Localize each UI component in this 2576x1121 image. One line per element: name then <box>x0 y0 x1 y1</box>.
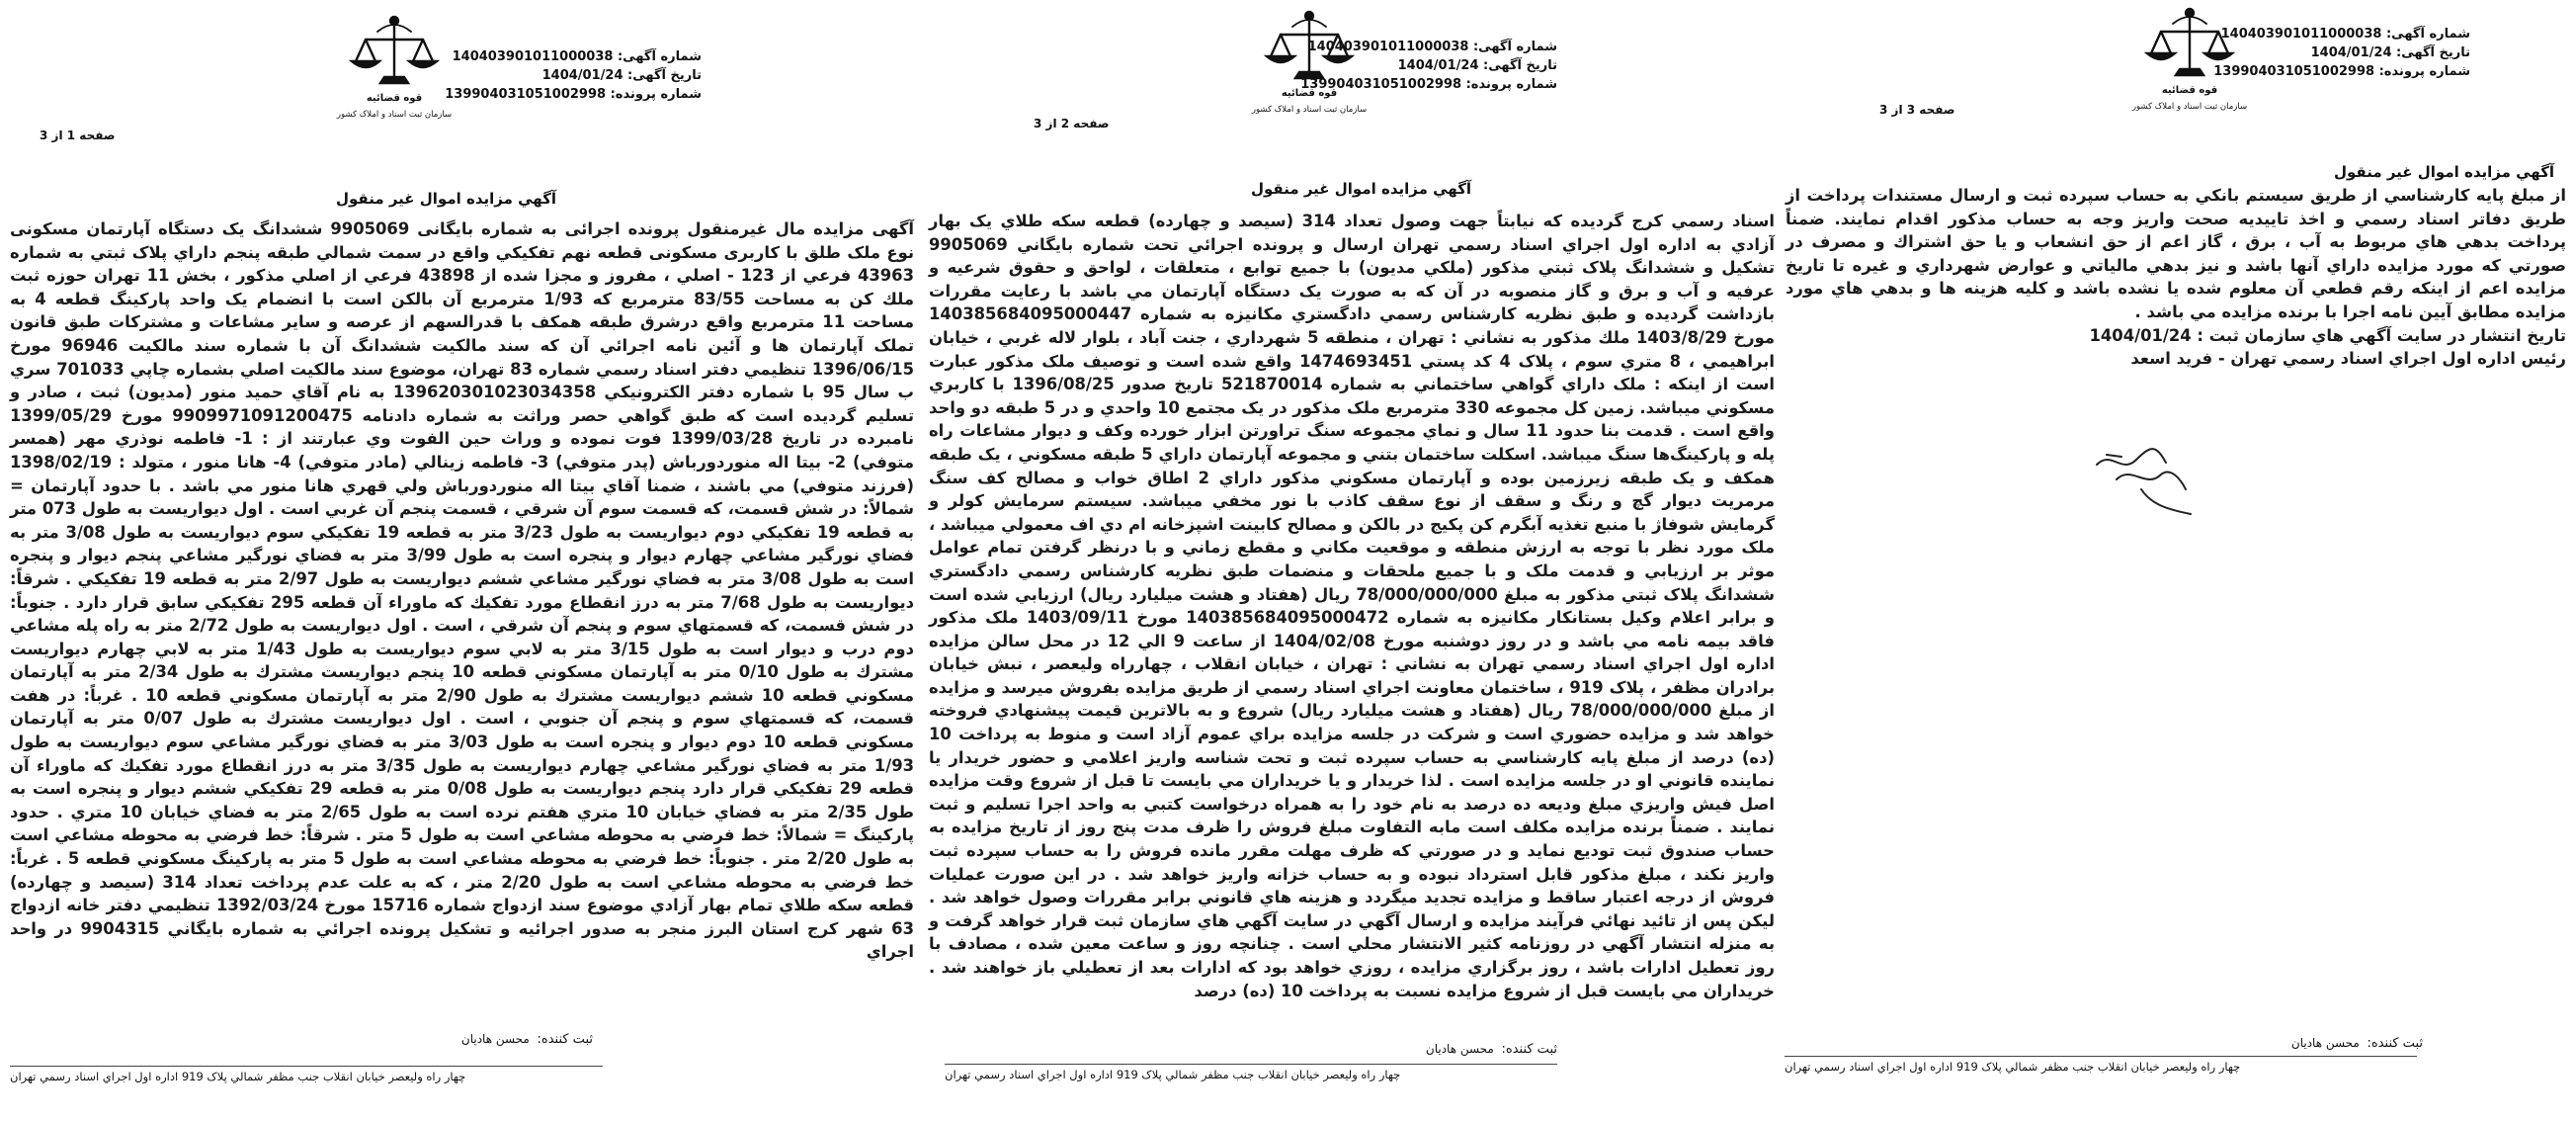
emblem-caption-top: قوه قضائيه <box>1281 88 1338 99</box>
judiciary-emblem <box>2131 2 2248 119</box>
registrar-label: ثبت کننده: <box>2367 1036 2423 1051</box>
file-number-value: 139904031051002998 <box>1300 77 1462 92</box>
notice-title: آگهي مزايده اموال غير منقول <box>336 190 557 208</box>
notice-number-value: 140403901011000038 <box>452 49 614 64</box>
notice-date-label: تاریخ آگهی: <box>2396 45 2470 60</box>
registrar-label: ثبت کننده: <box>1501 1042 1557 1057</box>
document-page-2 <box>925 0 1781 1121</box>
notice-number-label: شماره آگهی: <box>2385 27 2470 42</box>
emblem-caption-top: قوه قضائيه <box>2161 85 2218 96</box>
registrar-name: محسن هاديان <box>1425 1042 1494 1056</box>
notice-number-value: 140403901011000038 <box>2220 27 2382 42</box>
file-number-label: شماره پرونده: <box>610 87 702 102</box>
page-number: صفحه 3 از 3 <box>1879 103 1955 117</box>
document-page-3 <box>1781 0 2576 1121</box>
registrar-label: ثبت کننده: <box>537 1032 593 1047</box>
notice-date-value: 1404/01/24 <box>2310 45 2392 60</box>
file-number-value: 139904031051002998 <box>445 87 607 102</box>
footer-divider <box>945 1064 1557 1065</box>
notice-date-value: 1404/01/24 <box>541 68 623 83</box>
notice-date-label: تاریخ آگهی: <box>627 68 702 83</box>
registrar-info <box>2205 1036 2423 1051</box>
page-number: صفحه 1 از 3 <box>40 129 116 142</box>
document-page-1 <box>0 0 925 1121</box>
file-number-value: 139904031051002998 <box>2213 64 2375 79</box>
notice-header <box>445 47 702 104</box>
registrar-name: محسن هاديان <box>2290 1036 2360 1050</box>
signature <box>2087 435 2205 524</box>
footer-address: چهار راه وليعصر خيابان انقلاب جنب مظفر شمالي پلاک 919 اداره اول اجراي اسناد رسمي تهران <box>1785 1060 2241 1074</box>
notice-number-label: شماره آگهی: <box>1472 40 1557 54</box>
registrar-info <box>1340 1042 1557 1057</box>
emblem-caption-bottom: سازمان ثبت اسناد و املاک کشور <box>1251 105 1368 115</box>
notice-body-text: آگهی مزايده مال غيرمنقول پرونده اجرائی به شماره بايگانی 9905069 ششدانگ يک دستگاه آپارتمان مسكونی نوع ملک طلق با کاربری مسكونی قطعه نهم تفکيکي واقع در سمت شمالي طبقه پنجم داراي پلاک ثبتي به شماره 43963 فرعي از 123 - اصلي ، مفروز و مجزا شده از 43898 فرعي از اصلي مذکور ، بخش 11 تهران حوزه ثبت ملك كن به مساحت 83/55 مترمربع كه 1/93 مترمربع آن بالكن است با انضمام يک واحد پارکينگ قطعه 4 به مساحت 11 مترمربع واقع درشرق طبقه همکف با قدرالسهم از عرصه و ساير مشاعات و مشترکات طبق قانون تملک آپارتمان ها و آئين نامه اجرائي آن که سند مالکيت ششدانگ آن با شماره سند مالکيت 96946 مورخ 1396/06/15 تنظيمي دفتر اسناد رسمي شماره 83 تهران، موضوع سند مالکيت اصلي بشماره چاپي 701033 سري ب سال 95 با شماره دفتر الکترونيکي 139620301023034358 به نام آقاي حميد منور (مديون) ثبت ، صادر و تسليم گرديده است كه طبق گواهي حصر وراثت به شماره دادنامه 9909971091200475 مورخ 1399/05/29 نامبرده در تاريخ 1399/03/28 فوت نموده و وراث حين الفوت وي عبارتند از : 1- فاطمه نوذري مهر (همسر متوفي) 2- بيتا اله منوردورباش (پدر متوفي) 3- فاطمه زينالي (مادر متوفي) 4- هانا منور ، متولد : 1398/02/19 (فرزند متوفي) مي باشند ، ضمنا آقاي بيتا اله منوردورباش ولي قهري هانا منور مي باشد . با حدود آپارتمان = شمالاً: در شش قسمت، كه قسمت سوم آن شرقي ، قسمت پنجم آن غربي است . اول ديواريست به طول 073 متر به قطعه 19 تفكيكي دوم ديواريست به طول 3/23 متر به قطعه 19 تفكيكي سوم ديواريست به طول 3/08 متر به فضاي نورگير مشاعي چهارم ديوار و پنجره است به طول 3/99 متر به فضاي نورگير مشاعي پنجم ديوار و پنجره است به طول 3/08 متر به فضاي نورگير مشاعي ششم ديواريست به طول 2/97 متر به قطعه 19 تفكيكي . شرقاً: ديواريست به طول 7/68 متر به درز انقطاع مورد تفكيك كه ماوراء آن قطعه 295 تفكيكي سابق قرار دارد . جنوباً: در شش قسمت، كه قسمتهاي سوم و پنجم آن شرقي ، است . اول ديواريست به طول 2/72 متر به راه پله مشاعي دوم درب و ديوار است به طول 3/15 متر به لابي سوم ديواريست به طول 1/43 متر به لابي چهارم ديواريست مشترك به طول 0/10 متر به آپارتمان مسكوني قطعه 10 پنجم ديواريست مشترك به طول 2/34 متر به آپارتمان مسكوني قطعه 10 ششم ديواريست مشترك به طول 2/90 متر به آپارتمان مسكوني قطعه 10 . غرباً: در هفت قسمت، كه قسمتهاي سوم و پنجم آن جنوبي ، است . اول ديواريست مشترك به طول 0/07 متر به آپارتمان مسكوني قطعه 10 دوم ديوار و پنجره است به طول 3/03 متر به فضاي نورگير مشاعي سوم ديواريست به طول 1/93 متر به فضاي نورگير مشاعي چهارم ديواريست به طول 3/35 متر به درز انقطاع مورد تفكيك كه ماوراء آن قطعه 29 تفكيكي قرار دارد پنجم ديواريست به طول 0/08 متر به قطعه 29 تفكيكي ششم ديوار و پنجره است به طول 2/35 متر به فضاي خيابان 10 متري هفتم نرده است به طول 2/65 متر به فضاي خيابان 10 متري . حدود پاركينگ = شمالاً: خط فرضي به محوطه مشاعي است به طول 5 متر . شرقاً: خط فرضي به محوطه مشاعي است به طول 2/20 متر . جنوباً: خط فرضي به محوطه مشاعي است به طول 5 متر به پاركينگ مسكوني قطعه 5 . غرباً: خط فرضي به محوطه مشاعي است به طول 2/20 متر ، كه به علت عدم پرداخت تعداد 314 (سيصد و چهارده) قطعه سكه طلاي تمام بهار آزادي موضوع سند ازدواج شماره 15716 مورخ 1392/03/24 تنظيمي دفتر خانه ازدواج 63 شهر كرج استان البرز منجر به صدور اجرائيه و تشكيل پرونده اجرائي به شماره بايگاني 9904315 در واحد اجراي <box>10 219 915 962</box>
emblem-caption-bottom: سازمان ثبت اسناد و املاک کشور <box>2131 102 2248 112</box>
footer-address: چهار راه وليعصر خيابان انقلاب جنب مظفر شمالي پلاک 919 اداره اول اجراي اسناد رسمي تهران <box>945 1068 1401 1081</box>
notice-date-label: تاریخ آگهی: <box>1483 58 1557 73</box>
notice-title: آگهي مزايده اموال غير منقول <box>1251 180 1472 198</box>
page-number: صفحه 2 از 3 <box>1034 117 1110 130</box>
emblem-caption-top: قوه قضائيه <box>366 93 423 104</box>
footer-divider <box>10 1066 603 1067</box>
notice-header <box>1300 38 1557 94</box>
registrar-info <box>375 1032 593 1047</box>
notice-header <box>2213 25 2470 81</box>
notice-body-text: اسناد رسمي كرج گرديده كه نيابتاً جهت وصول تعداد 314 (سيصد و چهارده) قطعه سكه طلاي يک بهار آزادي به اداره اول اجراي اسناد رسمي تهران ارسال و پرونده اجرائي تحت شماره بايگاني 9905069 تشكيل و ششدانگ پلاک ثبتي مذكور (ملكي مديون) با جميع توابع ، متعلقات ، لواحق و حقوق شرعيه و عرفيه و آب و برق و گاز منصوبه در آن كه به صورت يک دستگاه آپارتمان مي باشد با رعايت مقررات بازداشت گرديده و طبق نظريه كارشناس رسمي دادگستري مكانيزه به شماره 140385684095000447 مورخ 1403/8/29 ملك مذكور به نشاني : تهران ، منطقه 5 شهرداري ، جنت آباد ، بلوار لاله غربي ، خيابان ابراهيمي ، 8 متري سوم ، پلاک 4 كد پستي 1474693451 واقع شده است و توصيف ملک مذكور عبارت است از اينكه : ملک داراي گواهي ساختماني به شماره 521870014 تاريخ صدور 1396/08/25 با كاربري مسكوني ميباشد. زمين كل مجموعه 330 مترمربع ملک مذكور در يک مجتمع 10 واحدي و در 5 طبقه دو واحد واقع است . قدمت بنا حدود 11 سال و نماي مجموعه سنگ تراورتن ابزار خورده وكف و ديوار مشاعات راه پله و پاركينگ‌ها سنگ ميباشد. اسكلت ساختمان بتني و مجموعه آپارتمان داراي 5 طبقه مسكوني ، يک طبقه همكف و يک طبقه زيرزمين بوده و آپارتمان مسكوني مذكور داراي 2 اطاق خواب و مصالح كف سنگ مرمريت ديوار گچ و رنگ و سقف از نوع سقف كاذب با نور مخفي ميباشد. سيستم سرمايش كولر و گرمايش شوفاژ با منبع تغذيه آبگرم كن پكيج در بالكن و مصالح كابينت اشپزخانه ام دي اف معمولي ميباشد ، ملک مورد نظر با توجه به ارزش منطقه و موقعيت مكاني و مقطع زماني و با درنظر گرفتن تمام عوامل موثر بر ارزيابي و قدمت ملک و با جميع ملحقات و منضمات طبق نظريه كارشناس رسمي دادگستري ششدانگ پلاک ثبتي مذكور به مبلغ 78/000/000/000 ريال (هفتاد و هشت ميليارد ريال) ارزيابي شده است و برابر اعلام وكيل بستانكار مكانيزه به شماره 140385684095000472 مورخ 1403/09/11 ملک مذكور فاقد بيمه نامه مي باشد و در روز دوشنبه مورخ 1404/02/08 از ساعت 9 الي 12 در محل سالن مزايده اداره اول اجراي اسناد رسمي تهران به نشاني : تهران ، خيابان انقلاب ، چهارراه وليعصر ، نبش خيابان برادران مظفر ، پلاک 919 ، ساختمان معاونت اجراي اسناد رسمي از طريق مزايده بفروش ميرسد و مزايده از مبلغ 78/000/000/000 ريال (هفتاد و هشت ميليارد ريال) شروع و به بالاترين قيمت پيشنهادي فروخته خواهد شد و مزايده حضوري است و شركت در جلسه مزايده براي عموم آزاد است و منوط به پرداخت 10 (ده) درصد از مبلغ پايه كارشناسي به حساب سپرده ثبت و تحت شناسه واريز اعلامي و حضور خريدار يا نماينده قانوني او در جلسه مزايده است . لذا خريدار و يا خريداران مي بايست تا قبل از شروع وقت مزايده اصل فيش واريزي مبلغ وديعه ده درصد به نام خود را به همراه درخواست كتبي به واحد اجرا تسليم و ثبت نمايند . ضمناً برنده مزايده مكلف است مابه التفاوت مبلغ فروش را ظرف مدت پنج روز از تاريخ مزايده به حساب صندوق ثبت توديع نمايد و در صورتي كه ظرف مهلت مقرر مانده فروش را به حساب سپرده ثبت واريز نكند ، مبلغ مذكور قابل استرداد نبوده و به حساب خزانه واريز خواهد شد . در اين صورت عمليات فروش از درجه اعتبار ساقط و مزايده تجديد ميگردد و هزينه هاي قانوني برابر مقررات وصول خواهد شد . ليكن پس از تائيد نهائي فرآيند مزايده و ارسال آگهي در سايت آگهي هاي سازمان ثبت قرار خواهد گرفت و به منزله انتشار آگهي در روزنامه كثير الانتشار محلي است . چنانچه روز و ساعت معين شده ، مصادف با روز تعطيل ادارات باشد ، روز برگزاري مزايده ، روزي خواهد بود كه ادارات بعد از تعطيلي باز خواهند شد . خريداران مي بايست قبل از شروع مزايده نسبت به پرداخت 10 (ده) درصد <box>929 212 1776 1000</box>
judiciary-emblem <box>1251 5 1368 122</box>
notice-date-value: 1404/01/24 <box>1397 58 1479 73</box>
registrar-name: محسن هاديان <box>460 1032 530 1046</box>
notice-number-label: شماره آگهی: <box>617 49 702 64</box>
notice-number-value: 140403901011000038 <box>1307 40 1469 54</box>
notice-title: آگهي مزايده اموال غير منقول <box>2334 163 2555 181</box>
emblem-caption-bottom: سازمان ثبت اسناد و املاک کشور <box>336 110 453 120</box>
file-number-label: شماره پرونده: <box>1465 77 1557 92</box>
file-number-label: شماره پرونده: <box>2378 64 2470 79</box>
footer-divider <box>1785 1056 2417 1057</box>
notice-body-text: از مبلغ پايه كارشناسي از طريق سيستم بانكي به حساب سپرده ثبت و ارسال مستندات پرداخت از طريق دفاتر اسناد رسمي و اخذ تاييديه صحت واريز وجه به حساب مذكور اقدام نمايند. ضمناً پرداخت بدهي هاي مربوط به آب ، برق ، گاز اعم از حق انشعاب و يا حق اشتراك و مصرف در صورتي كه مورد مزايده داراي آنها باشد و نيز بدهي مالياتي و عوارض شهرداري و غيره تا تاريخ مزايده اعم از اينكه رقم قطعي آن معلوم شده يا نشده باشد و كليه هزينه ها و بدهي هاي مورد مزايده مطابق آيين نامه اجرا با برنده مزايده مي باشد . تاريخ انتشار در سايت آگهي هاي سازمان ثبت : 1404/01/24 رئيس اداره اول اجراي اسناد رسمي تهران - فريد اسعد <box>1786 186 2566 369</box>
footer-address: چهار راه وليعصر خيابان انقلاب جنب مظفر شمالي پلاک 919 اداره اول اجراي اسناد رسمي تهران <box>10 1070 466 1083</box>
judiciary-emblem <box>336 10 453 127</box>
